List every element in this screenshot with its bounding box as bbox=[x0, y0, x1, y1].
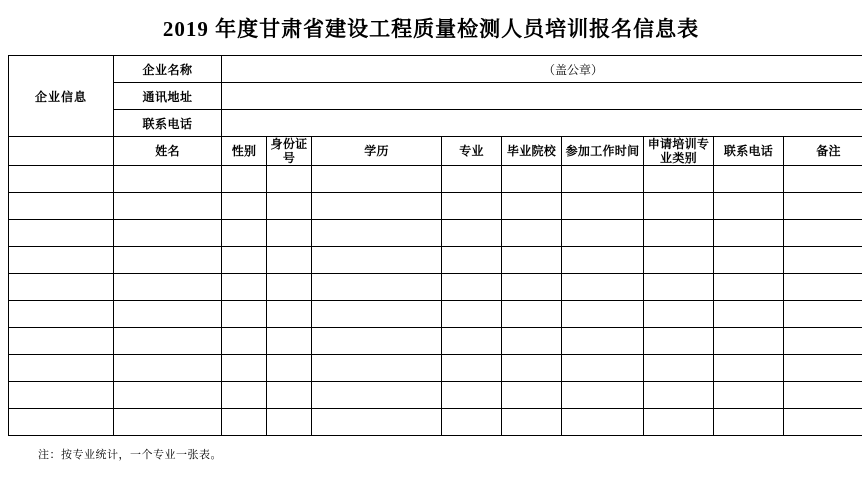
cell-school[interactable] bbox=[502, 220, 562, 247]
cell-phone[interactable] bbox=[714, 382, 784, 409]
cell-gender[interactable] bbox=[222, 247, 267, 274]
table-row bbox=[9, 166, 862, 193]
column-header-gender: 性别 bbox=[222, 137, 267, 166]
cell-remark[interactable] bbox=[784, 220, 862, 247]
column-header-remark: 备注 bbox=[784, 137, 862, 166]
cell-education[interactable] bbox=[312, 193, 442, 220]
company-address-label: 通讯地址 bbox=[114, 83, 222, 110]
cell-major[interactable] bbox=[442, 382, 502, 409]
cell-index[interactable] bbox=[9, 274, 114, 301]
cell-education[interactable] bbox=[312, 166, 442, 193]
cell-id-number[interactable] bbox=[267, 193, 312, 220]
cell-major[interactable] bbox=[442, 355, 502, 382]
cell-name[interactable] bbox=[114, 355, 222, 382]
cell-education[interactable] bbox=[312, 382, 442, 409]
cell-phone[interactable] bbox=[714, 193, 784, 220]
cell-phone[interactable] bbox=[714, 247, 784, 274]
cell-major[interactable] bbox=[442, 220, 502, 247]
cell-remark[interactable] bbox=[784, 409, 862, 436]
cell-work-start[interactable] bbox=[562, 382, 644, 409]
cell-name[interactable] bbox=[114, 247, 222, 274]
cell-gender[interactable] bbox=[222, 220, 267, 247]
cell-training-category[interactable] bbox=[644, 247, 714, 274]
company-address-row bbox=[9, 83, 862, 110]
cell-phone[interactable] bbox=[714, 301, 784, 328]
cell-index[interactable] bbox=[9, 355, 114, 382]
cell-id-number[interactable] bbox=[267, 274, 312, 301]
cell-school[interactable] bbox=[502, 409, 562, 436]
table-row bbox=[9, 409, 862, 436]
cell-training-category[interactable] bbox=[644, 382, 714, 409]
table-row bbox=[9, 328, 862, 355]
cell-phone[interactable] bbox=[714, 274, 784, 301]
cell-remark[interactable] bbox=[784, 193, 862, 220]
cell-education[interactable] bbox=[312, 274, 442, 301]
column-header-name: 姓名 bbox=[114, 137, 222, 166]
cell-index[interactable] bbox=[9, 409, 114, 436]
column-header-id-number: 身份证号 bbox=[267, 137, 312, 166]
cell-index[interactable] bbox=[9, 220, 114, 247]
cell-id-number[interactable] bbox=[267, 382, 312, 409]
cell-education[interactable] bbox=[312, 355, 442, 382]
cell-school[interactable] bbox=[502, 355, 562, 382]
cell-work-start[interactable] bbox=[562, 301, 644, 328]
cell-work-start[interactable] bbox=[562, 274, 644, 301]
cell-education[interactable] bbox=[312, 301, 442, 328]
cell-phone[interactable] bbox=[714, 220, 784, 247]
cell-training-category[interactable] bbox=[644, 220, 714, 247]
table-row bbox=[9, 220, 862, 247]
company-name-row bbox=[9, 56, 862, 83]
cell-name[interactable] bbox=[114, 193, 222, 220]
cell-remark[interactable] bbox=[784, 301, 862, 328]
cell-education[interactable] bbox=[312, 220, 442, 247]
table-row bbox=[9, 193, 862, 220]
cell-phone[interactable] bbox=[714, 355, 784, 382]
column-header-training-category: 申请培训专业类别 bbox=[644, 137, 714, 166]
cell-remark[interactable] bbox=[784, 274, 862, 301]
cell-id-number[interactable] bbox=[267, 220, 312, 247]
cell-remark[interactable] bbox=[784, 247, 862, 274]
cell-work-start[interactable] bbox=[562, 247, 644, 274]
company-name-label: 企业名称 bbox=[114, 56, 222, 83]
cell-remark[interactable] bbox=[784, 355, 862, 382]
table-row bbox=[9, 301, 862, 328]
cell-major[interactable] bbox=[442, 301, 502, 328]
table-row bbox=[9, 355, 862, 382]
cell-name[interactable] bbox=[114, 409, 222, 436]
cell-work-start[interactable] bbox=[562, 166, 644, 193]
cell-gender[interactable] bbox=[222, 409, 267, 436]
cell-major[interactable] bbox=[442, 166, 502, 193]
cell-id-number[interactable] bbox=[267, 355, 312, 382]
cell-gender[interactable] bbox=[222, 328, 267, 355]
cell-work-start[interactable] bbox=[562, 220, 644, 247]
cell-index[interactable] bbox=[9, 166, 114, 193]
company-address-value[interactable] bbox=[222, 83, 862, 110]
cell-major[interactable] bbox=[442, 274, 502, 301]
cell-education[interactable] bbox=[312, 247, 442, 274]
company-phone-label: 联系电话 bbox=[114, 110, 222, 137]
table-row bbox=[9, 247, 862, 274]
company-phone-row bbox=[9, 110, 862, 137]
cell-name[interactable] bbox=[114, 274, 222, 301]
cell-gender[interactable] bbox=[222, 355, 267, 382]
cell-remark[interactable] bbox=[784, 328, 862, 355]
column-header-school: 毕业院校 bbox=[502, 137, 562, 166]
cell-work-start[interactable] bbox=[562, 355, 644, 382]
cell-remark[interactable] bbox=[784, 382, 862, 409]
cell-id-number[interactable] bbox=[267, 166, 312, 193]
cell-work-start[interactable] bbox=[562, 193, 644, 220]
company-phone-value[interactable] bbox=[222, 110, 862, 137]
cell-training-category[interactable] bbox=[644, 301, 714, 328]
registration-form-table bbox=[8, 55, 862, 436]
cell-training-category[interactable] bbox=[644, 355, 714, 382]
cell-id-number[interactable] bbox=[267, 409, 312, 436]
cell-index[interactable] bbox=[9, 382, 114, 409]
cell-phone[interactable] bbox=[714, 166, 784, 193]
column-header-major: 专业 bbox=[442, 137, 502, 166]
cell-name[interactable] bbox=[114, 220, 222, 247]
cell-major[interactable] bbox=[442, 247, 502, 274]
cell-school[interactable] bbox=[502, 382, 562, 409]
cell-name[interactable] bbox=[114, 301, 222, 328]
cell-index[interactable] bbox=[9, 328, 114, 355]
cell-school[interactable] bbox=[502, 247, 562, 274]
column-header-phone: 联系电话 bbox=[714, 137, 784, 166]
cell-id-number[interactable] bbox=[267, 301, 312, 328]
cell-school[interactable] bbox=[502, 328, 562, 355]
cell-gender[interactable] bbox=[222, 193, 267, 220]
cell-training-category[interactable] bbox=[644, 166, 714, 193]
cell-education[interactable] bbox=[312, 328, 442, 355]
cell-name[interactable] bbox=[114, 382, 222, 409]
column-header-index bbox=[9, 137, 114, 166]
cell-training-category[interactable] bbox=[644, 274, 714, 301]
cell-training-category[interactable] bbox=[644, 193, 714, 220]
cell-index[interactable] bbox=[9, 301, 114, 328]
page-title: 2019 年度甘肃省建设工程质量检测人员培训报名信息表 bbox=[162, 17, 700, 41]
cell-id-number[interactable] bbox=[267, 328, 312, 355]
cell-work-start[interactable] bbox=[562, 328, 644, 355]
table-header-row bbox=[9, 137, 862, 166]
cell-gender[interactable] bbox=[222, 166, 267, 193]
cell-major[interactable] bbox=[442, 409, 502, 436]
cell-index[interactable] bbox=[9, 247, 114, 274]
footer-note: 注：按专业统计，一个专业一张表。 bbox=[38, 449, 222, 461]
cell-gender[interactable] bbox=[222, 382, 267, 409]
table-row bbox=[9, 274, 862, 301]
cell-training-category[interactable] bbox=[644, 328, 714, 355]
cell-index[interactable] bbox=[9, 193, 114, 220]
table-row bbox=[9, 382, 862, 409]
cell-name[interactable] bbox=[114, 328, 222, 355]
cell-school[interactable] bbox=[502, 301, 562, 328]
cell-school[interactable] bbox=[502, 166, 562, 193]
company-name-value[interactable]: （盖公章） bbox=[222, 56, 862, 83]
cell-gender[interactable] bbox=[222, 274, 267, 301]
cell-education[interactable] bbox=[312, 409, 442, 436]
cell-work-start[interactable] bbox=[562, 409, 644, 436]
cell-remark[interactable] bbox=[784, 166, 862, 193]
company-info-label: 企业信息 bbox=[9, 56, 114, 137]
cell-major[interactable] bbox=[442, 328, 502, 355]
cell-school[interactable] bbox=[502, 274, 562, 301]
cell-training-category[interactable] bbox=[644, 409, 714, 436]
cell-school[interactable] bbox=[502, 193, 562, 220]
cell-gender[interactable] bbox=[222, 301, 267, 328]
cell-name[interactable] bbox=[114, 166, 222, 193]
cell-id-number[interactable] bbox=[267, 247, 312, 274]
cell-major[interactable] bbox=[442, 193, 502, 220]
cell-phone[interactable] bbox=[714, 328, 784, 355]
column-header-education: 学历 bbox=[312, 137, 442, 166]
cell-phone[interactable] bbox=[714, 409, 784, 436]
column-header-work-start: 参加工作时间 bbox=[562, 137, 644, 166]
